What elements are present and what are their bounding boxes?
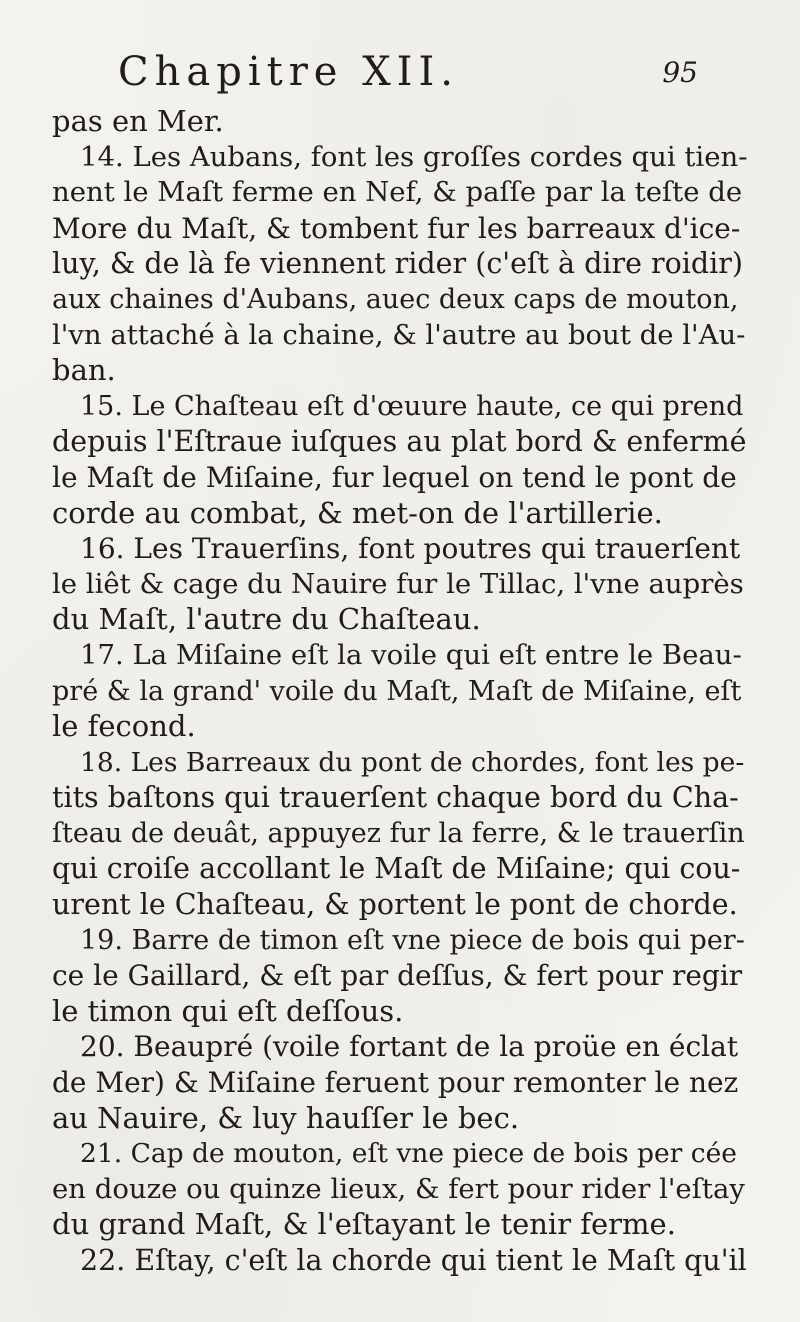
text-line: le Maſt de Miſaine, fur lequel on tend le pont de	[52, 460, 737, 494]
text-line: More du Maſt, & tombent fur les barreaux d'ice-	[52, 211, 741, 245]
running-title: Chapitre XII.	[118, 49, 459, 95]
text-line: ſteau de deuât, appuyez fur la ferre, & le trauerſin	[52, 817, 745, 849]
text-line: corde au combat, & met-on de l'artillerie.	[52, 495, 663, 530]
text-line: urent le Chaſteau, & portent le pont de chorde.	[52, 888, 738, 922]
text-line: qui croiſe accollant le Maſt de Miſaine; qui cou-	[52, 852, 741, 886]
text-line: 14. Les Aubans, font les groſſes cordes qui tien-	[80, 140, 748, 173]
page-number: 95	[662, 56, 698, 89]
text-line: pas en Mer.	[52, 104, 224, 138]
text-line: ban.	[52, 353, 116, 388]
text-line: le timon qui eſt deſſous.	[52, 993, 404, 1028]
page-header	[118, 44, 698, 100]
text-line: 19. Barre de timon eſt vne piece de bois qui per-	[80, 924, 745, 956]
text-line: depuis l'Eſtraue iuſques au plat bord & enfermé	[52, 425, 747, 459]
text-line: aux chaines d'Aubans, auec deux caps de mouton,	[52, 283, 739, 315]
text-line: tits baſtons qui trauerſent chaque bord du Cha-	[52, 781, 739, 815]
text-line: du grand Maſt, & l'eſtayant le tenir ferme.	[52, 1207, 676, 1242]
text-line: ce le Gaillard, & eſt par deſſus, & fert pour regir	[52, 959, 743, 993]
text-line: 16. Les Trauerſins, font poutres qui trauerſent	[80, 532, 741, 566]
text-line: luy, & de là fe viennent rider (c'eſt à dire roidir)	[52, 247, 743, 281]
text-line: nent le Maſt ferme en Nef, & paſſe par la teſte de	[52, 176, 743, 209]
text-line: le fecond.	[52, 709, 196, 744]
text-line: l'vn attaché à la chaine, & l'autre au bout de l'Au-	[52, 318, 746, 351]
text-line: pré & la grand' voile du Maſt, Maſt de Miſaine, eſt	[52, 675, 742, 707]
text-line: 15. Le Chaſteau eſt d'œuure haute, ce qui prend	[80, 390, 744, 422]
text-line: au Nauire, & luy hauſſer le bec.	[52, 1100, 520, 1135]
text-line: le liêt & cage du Nauire fur le Tillac, l'vne auprès	[52, 567, 744, 600]
text-line: de Mer) & Miſaine feruent pour remonter le nez	[52, 1066, 739, 1100]
text-line: 21. Cap de mouton, eſt vne piece de bois per cée	[80, 1138, 737, 1170]
text-line: 17. La Miſaine eſt la voile qui eſt entre le Beau-	[80, 638, 742, 671]
body-text	[52, 104, 748, 1279]
text-line: du Maſt, l'autre du Chaſteau.	[52, 602, 481, 637]
text-line: 18. Les Barreaux du pont de chordes, font les pe-	[80, 746, 745, 778]
text-line: 22. Eſtay, c'eſt la chorde qui tient le Maſt qu'il	[80, 1244, 747, 1277]
text-line: en douze ou quinze lieux, & fert pour rider l'eſtay	[52, 1172, 745, 1205]
text-line: 20. Beaupré (voile fortant de la proüe en éclat	[80, 1030, 739, 1064]
